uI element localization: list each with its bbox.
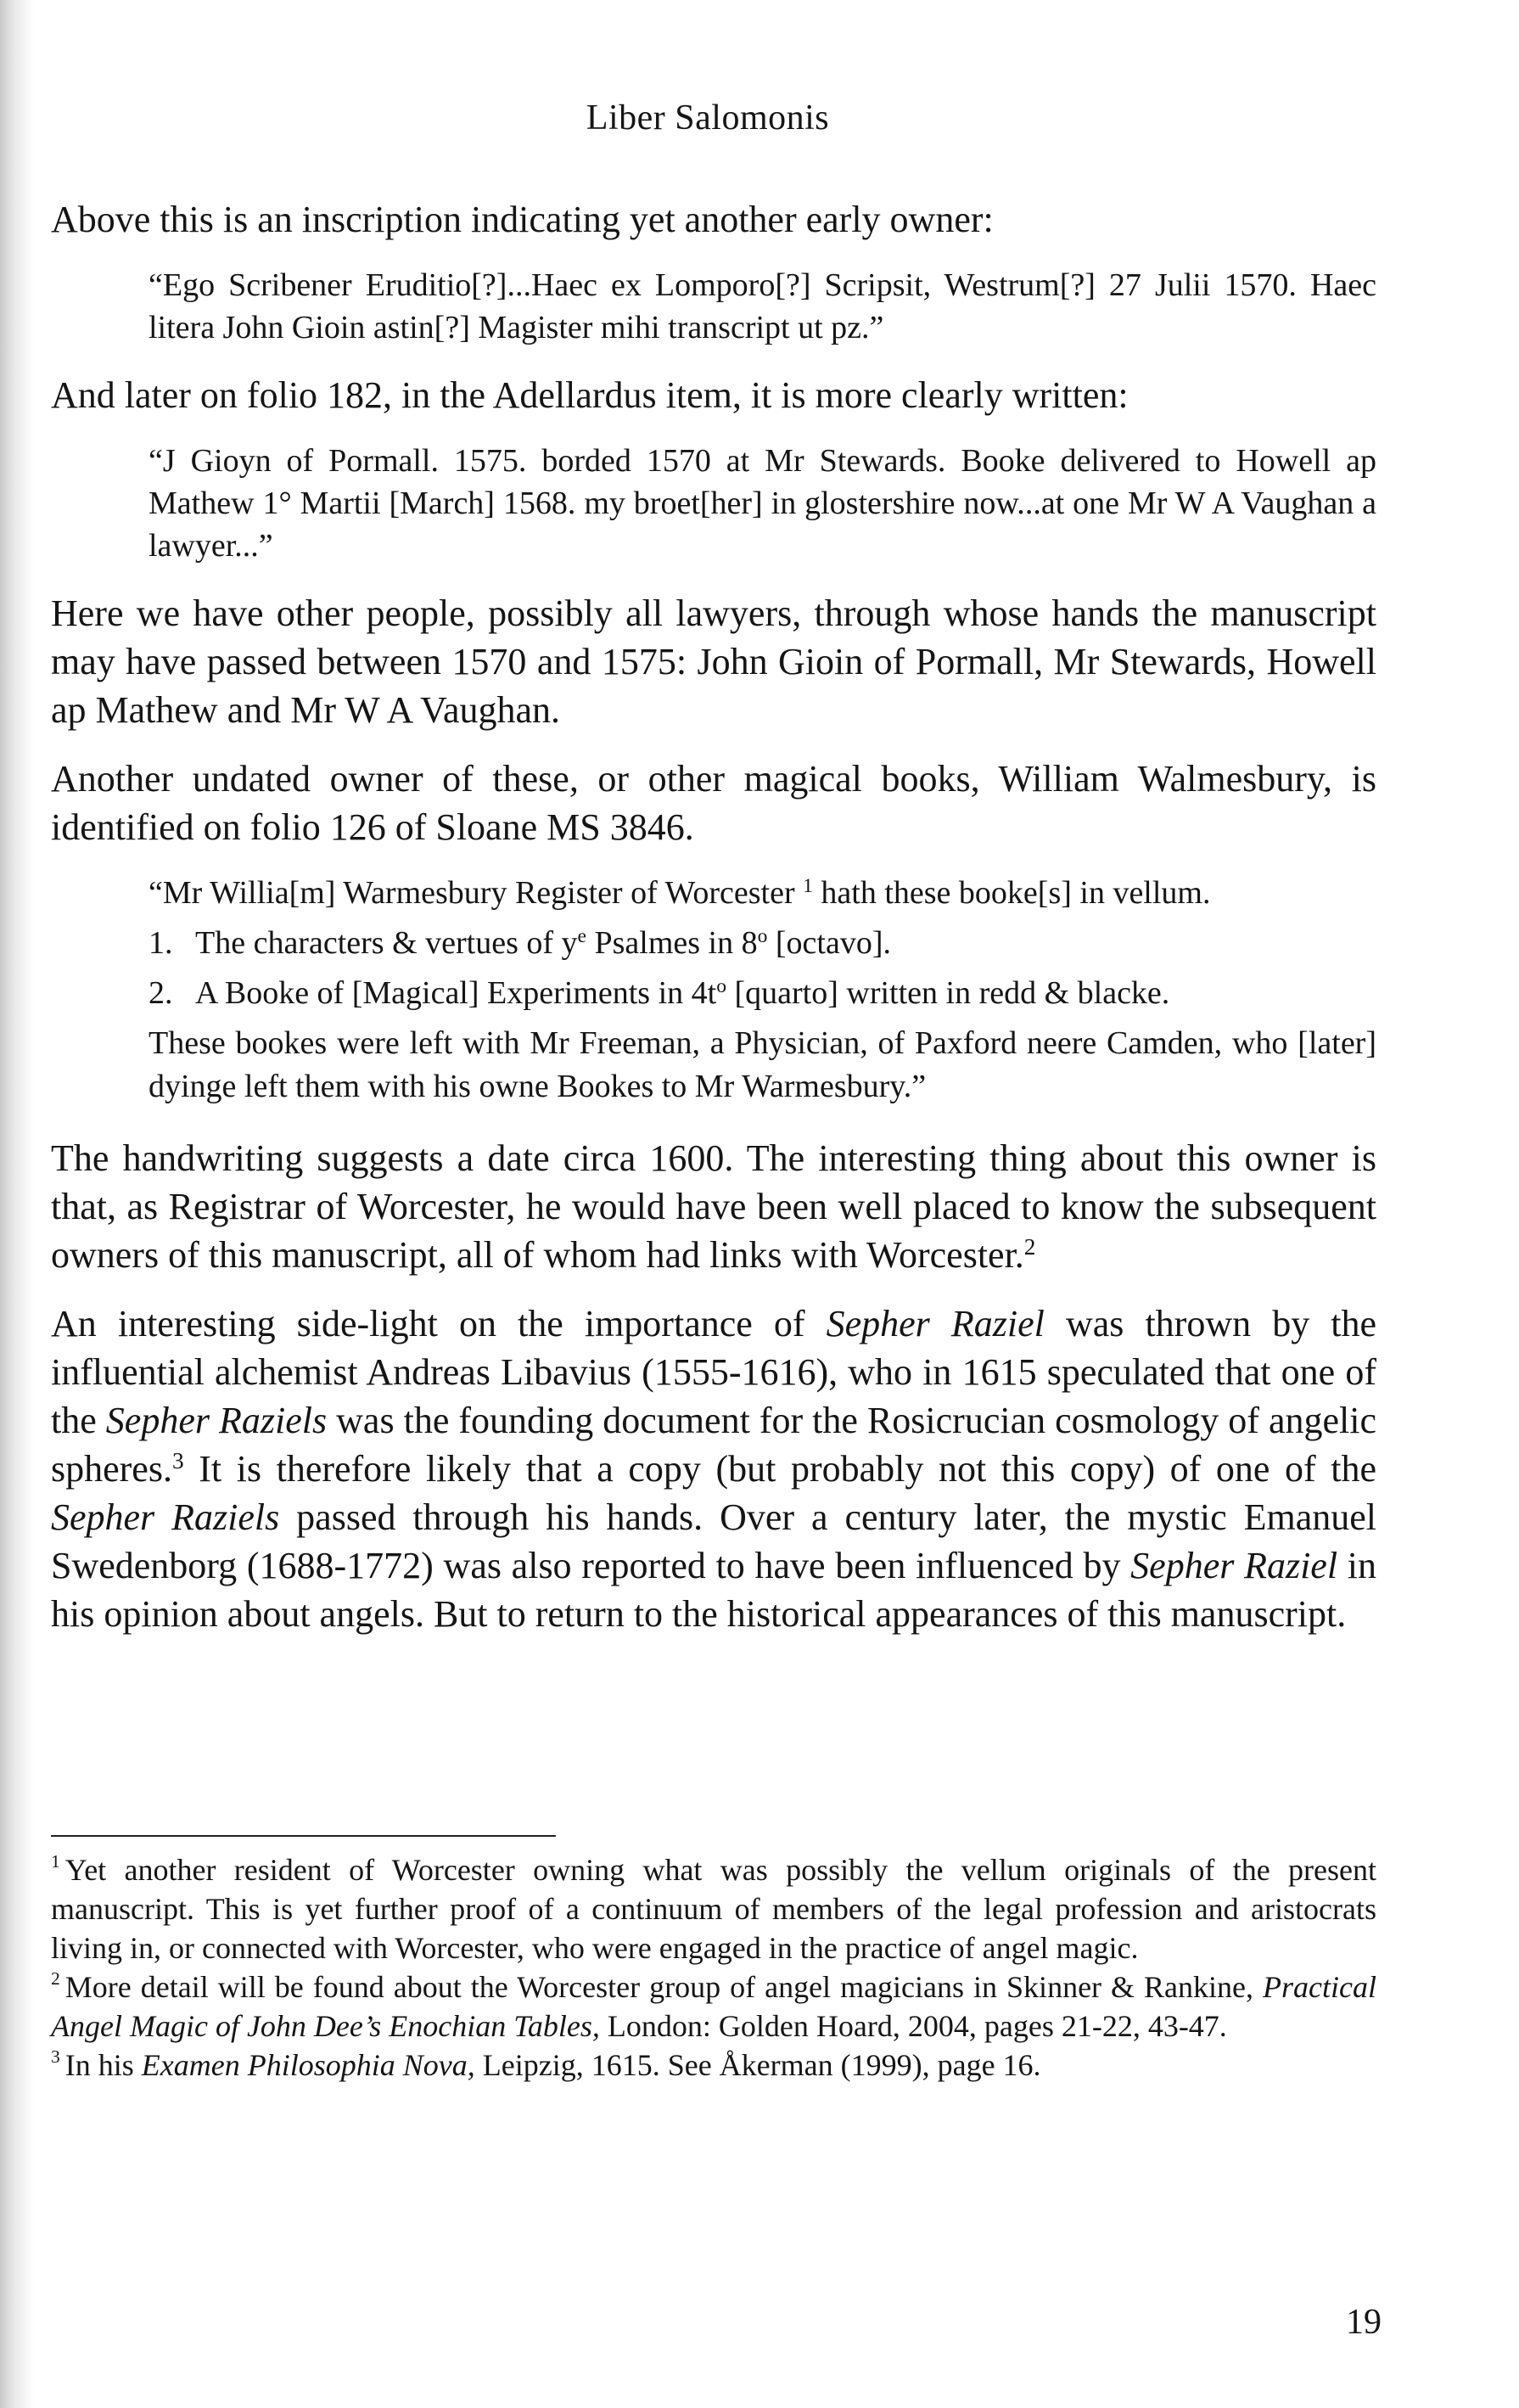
quote-warmesbury bbox=[149, 872, 1376, 1109]
paragraph-text: in his opinion about angels. But to return to the historical appearances of this manuscript. bbox=[51, 1545, 1376, 1635]
item-text: [octavo]. bbox=[775, 925, 891, 961]
paragraph-sepher-raziel bbox=[51, 1299, 1376, 1638]
paragraph-text: The handwriting suggests a date circa 1600. The interesting thing about this owner is that, as Registrar of Worcester, he would have been well placed to know the subsequent owners of this manuscript, all of whom had links with Worcester. bbox=[51, 1137, 1376, 1276]
binding-shadow bbox=[0, 0, 34, 2408]
superscript: o bbox=[757, 925, 768, 948]
footnote-3 bbox=[51, 2046, 1376, 2085]
footnote-number: 2 bbox=[51, 1967, 60, 1989]
title-italic: Sepher Raziel bbox=[1130, 1545, 1338, 1586]
title-italic: Sepher Raziel bbox=[826, 1303, 1045, 1344]
footnote-number: 1 bbox=[51, 1850, 60, 1872]
quote-open: “Mr Willia[m] Warmesbury Register of Worcester bbox=[149, 875, 795, 911]
item-text: [quarto] written in redd & blacke. bbox=[734, 975, 1170, 1011]
footnote-title-italic: Examen Philosophia Nova, bbox=[141, 2048, 475, 2082]
quote-inscription-1570: “Ego Scribener Eruditio[?]...Haec ex Lomporo[?] Scripsit, Westrum[?] 27 Julii 1570. Haec litera John Gioin astin[?] Magister mihi transcript ut pz.” bbox=[149, 267, 1376, 345]
item-text: Psalmes in 8 bbox=[594, 925, 758, 961]
running-head: Liber Salomonis bbox=[586, 98, 830, 138]
quote-warmesbury-opening bbox=[149, 872, 1376, 915]
title-italic: Sepher Raziels bbox=[105, 1400, 328, 1441]
paragraph-walmesbury: Another undated owner of these, or other magical books, William Walmesbury, is identified on folio 126 of Sloane MS 3846. bbox=[51, 758, 1376, 848]
quote-list-item-2 bbox=[149, 972, 1376, 1015]
footnote-divider bbox=[51, 1835, 556, 1837]
footnote-text: Yet another resident of Worcester owning what was possibly the vellum originals of the present manuscript. This is yet further proof of a continuum of members of the legal profession and aristocrats living in, or connected with Worcester, who were engaged in the practice of angel magic. bbox=[51, 1853, 1376, 1965]
footnote-number: 3 bbox=[51, 2046, 60, 2067]
footnote-text: London: Golden Hoard, 2004, pages 21-22, 43-47. bbox=[607, 2009, 1227, 2043]
paragraph-folio-182: And later on folio 182, in the Adellardus item, it is more clearly written: bbox=[51, 374, 1129, 416]
footnote-text: In his bbox=[64, 2048, 134, 2082]
quote-close: hath these booke[s] in vellum. bbox=[821, 875, 1211, 911]
footnote-1 bbox=[51, 1850, 1376, 1967]
page-number: 19 bbox=[1346, 2303, 1382, 2342]
footnotes bbox=[51, 1850, 1376, 2085]
paragraph-text: passed through his hands. Over a century later, the mystic Emanuel Swedenborg (1688-1772) was also reported to have been influenced by bbox=[51, 1496, 1377, 1586]
footnote-2 bbox=[51, 1967, 1376, 2046]
superscript: e bbox=[577, 925, 586, 948]
paragraph-text: An interesting side-light on the importance of bbox=[51, 1303, 805, 1344]
paragraph-text: It is therefore likely that a copy (but probably not this copy) of one of the bbox=[199, 1448, 1377, 1490]
footnote-ref-2[interactable]: 2 bbox=[1023, 1234, 1036, 1260]
title-italic: Sepher Raziels bbox=[51, 1496, 280, 1538]
footnote-text: More detail will be found about the Worcester group of angel magicians in Skinner & Rankine, bbox=[64, 1970, 1254, 2004]
quote-list-item-1 bbox=[149, 922, 1376, 965]
quote-continuation: These bookes were left with Mr Freeman, a Physician, of Paxford neere Camden, who [later] dyinge left them with his owne Bookes to Mr Warmesbury.” bbox=[149, 1025, 1376, 1104]
footnote-ref-3[interactable]: 3 bbox=[171, 1448, 184, 1473]
paragraph-text: was the founding document for the Rosicrucian cosmology of angelic spheres. bbox=[51, 1400, 1377, 1490]
item-number: 1. bbox=[149, 925, 173, 961]
paragraph-handwriting bbox=[51, 1134, 1376, 1279]
footnote-title-italic: Practical Angel Magic of John Dee’s Enochian Tables, bbox=[51, 1970, 1377, 2043]
paragraph-text: was thrown by the influential alchemist Andreas Libavius (1555-1616), who in 1615 speculated that one of the bbox=[51, 1303, 1377, 1441]
item-number: 2. bbox=[149, 975, 173, 1011]
quote-gioyn-1575: “J Gioyn of Pormall. 1575. borded 1570 at Mr Stewards. Booke delivered to Howell ap Mathew 1° Martii [March] 1568. my broet[her] in glostershire now...at one Mr W A Vaughan a lawyer...” bbox=[149, 443, 1376, 564]
footnote-ref-1[interactable]: 1 bbox=[803, 875, 813, 898]
paragraph-lawyers: Here we have other people, possibly all lawyers, through whose hands the manuscript may have passed between 1570 and 1575: John Gioin of Pormall, Mr Stewards, Howell ap Mathew and Mr W A Vaughan. bbox=[51, 592, 1376, 731]
footnote-text: Leipzig, 1615. See Åkerman (1999), page 16. bbox=[482, 2048, 1041, 2082]
item-text: The characters & vertues of y bbox=[195, 925, 578, 961]
paragraph-intro: Above this is an inscription indicating yet another early owner: bbox=[51, 199, 994, 240]
main-text bbox=[51, 195, 1376, 1659]
superscript: o bbox=[716, 975, 726, 998]
item-text: A Booke of [Magical] Experiments in 4t bbox=[195, 975, 717, 1011]
